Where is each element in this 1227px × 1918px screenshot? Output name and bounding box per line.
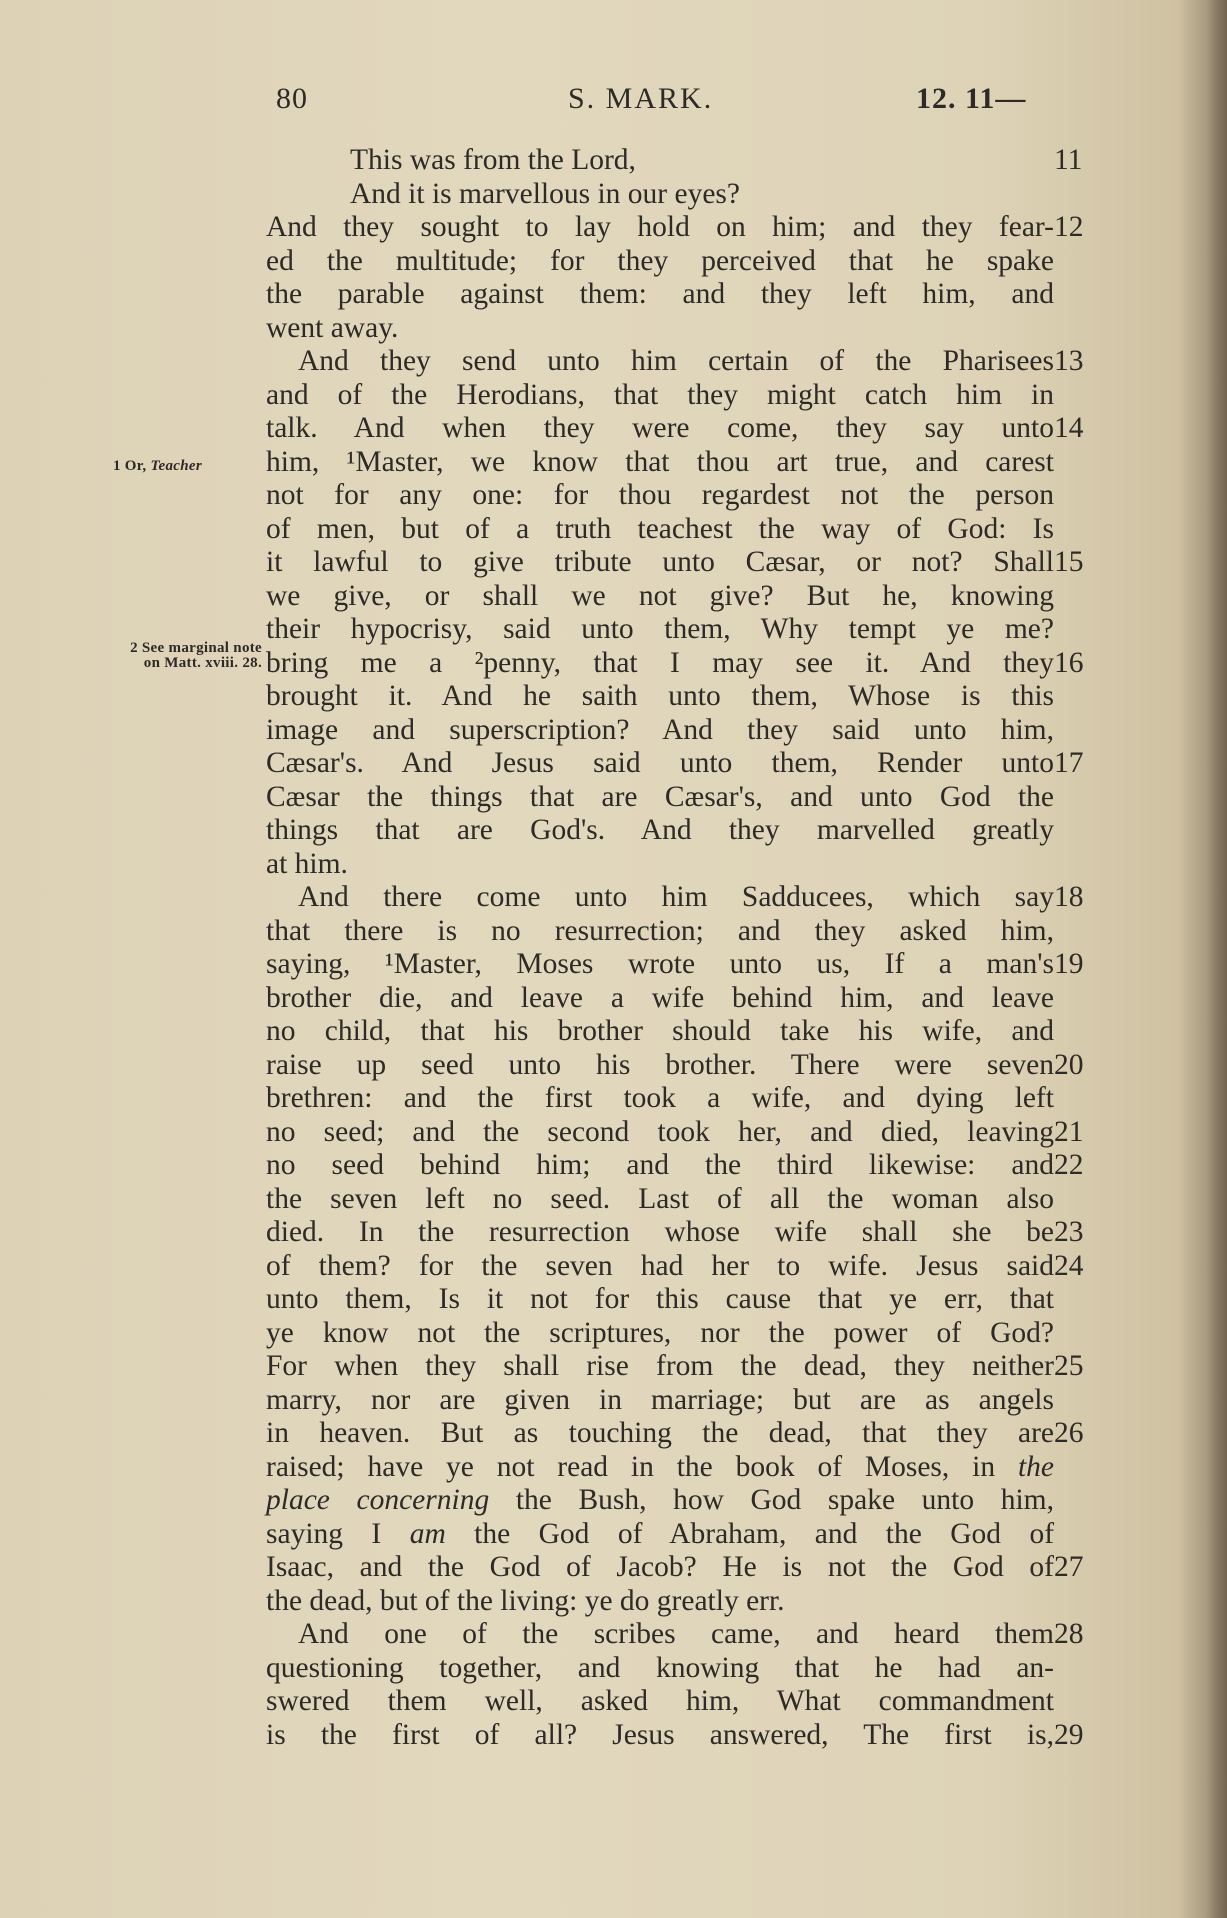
text-line: brother die, and leave a wife behind him, and leave <box>266 981 1054 1014</box>
text-line: image and superscription? And they said unto him, <box>266 713 1054 746</box>
verse-number: 25 <box>1054 1350 1084 1382</box>
text-line: is the first of all? Jesus answered, The first is, 29 <box>266 1718 1084 1751</box>
text-line: saying I am the God of Abraham, and the God of <box>266 1517 1055 1550</box>
text-line: bring me a ²penny, that I may see it. And they 16 <box>266 646 1084 679</box>
verse-number: 18 <box>1054 881 1084 913</box>
text-line: brought it. And he saith unto them, Whose is this <box>266 680 1054 712</box>
text-line: of them? for the seven had her to wife. Jesus said 24 <box>266 1249 1084 1282</box>
text-line: Isaac, and the God of Jacob? He is not the God of 27 <box>266 1551 1084 1583</box>
text-line: talk. And when they were come, they say unto 14 <box>266 412 1084 444</box>
verse-number: 26 <box>1054 1417 1084 1449</box>
verse-number: 19 <box>1054 948 1084 980</box>
text-line: unto them, Is it not for this cause that ye err, that <box>266 1283 1054 1315</box>
verse-number: 12 <box>1054 211 1084 243</box>
verse-number: 28 <box>1054 1618 1084 1650</box>
scripture-text <box>266 144 1086 1752</box>
running-title: S. MARK. <box>568 82 714 115</box>
text-line: And one of the scribes came, and heard them 28 <box>298 1618 1084 1650</box>
text-line: it lawful to give tribute unto Cæsar, or not? Shall 15 <box>266 546 1084 578</box>
text-line: not for any one: for thou regardest not the person <box>266 479 1054 511</box>
text-line: things that are God's. And they marvelled greatly <box>266 814 1054 846</box>
text-line: the parable against them: and they left him, and <box>266 278 1054 310</box>
text-line: This was from the Lord, 11 <box>350 144 1083 176</box>
verse-number: 16 <box>1054 646 1084 679</box>
text-line: that there is no resurrection; and they asked him, <box>266 914 1054 947</box>
verse-number: 29 <box>1054 1718 1084 1751</box>
verse-number: 22 <box>1054 1149 1084 1181</box>
verse-number: 23 <box>1054 1216 1084 1248</box>
verse-number: 27 <box>1054 1551 1084 1583</box>
text-line: no seed behind him; and the third likewise: and 22 <box>266 1149 1084 1181</box>
text-line: And they send unto him certain of the Pharisees 13 <box>298 345 1084 377</box>
margin-note-teacher: 1 Or, Teacher <box>112 458 202 474</box>
page-edge-shadow <box>1207 0 1227 1918</box>
text-line: saying, ¹Master, Moses wrote unto us, If a man's 19 <box>266 948 1084 980</box>
text-line: brethren: and the first took a wife, and dying left <box>266 1082 1054 1114</box>
text-line: at him. <box>266 847 348 880</box>
text-line: him, ¹Master, we know that thou art true, and carest <box>266 445 1054 478</box>
text-line: And they sought to lay hold on him; and they fear- 12 <box>266 211 1084 243</box>
page-number: 80 <box>276 82 308 115</box>
verse-number: 20 <box>1054 1048 1084 1081</box>
text-line: we give, or shall we not give? But he, knowing <box>266 579 1054 612</box>
text-line: of men, but of a truth teachest the way of God: Is <box>266 512 1054 545</box>
margin-note-penny: 2 See marginal note on Matt. xviii. 28. <box>130 640 262 671</box>
text-line: Cæsar the things that are Cæsar's, and unto God the <box>266 780 1054 813</box>
verse-number: 13 <box>1054 345 1084 377</box>
text-line: ed the multitude; for they perceived that he spake <box>266 244 1054 277</box>
verse-number: 24 <box>1054 1249 1084 1282</box>
chapter-verse-reference: 12. 11— <box>916 82 1027 115</box>
verse-number: 17 <box>1054 747 1084 779</box>
text-line: went away. <box>266 311 399 344</box>
text-line: in heaven. But as touching the dead, that they are 26 <box>266 1417 1084 1449</box>
text-line: For when they shall rise from the dead, they neither 25 <box>266 1350 1084 1382</box>
text-line: their hypocrisy, said unto them, Why tempt ye me? <box>266 613 1054 645</box>
text-line: ye know not the scriptures, nor the power of God? <box>266 1316 1054 1349</box>
text-line: raise up seed unto his brother. There were seven 20 <box>266 1048 1084 1081</box>
text-line: swered them well, asked him, What commandment <box>266 1685 1054 1717</box>
text-line: no child, that his brother should take his wife, and <box>266 1015 1054 1047</box>
text-line: the dead, but of the living: ye do greatly err. <box>266 1584 785 1617</box>
text-line: died. In the resurrection whose wife shall she be 23 <box>266 1216 1084 1248</box>
verse-number: 15 <box>1054 546 1084 578</box>
text-line: the seven left no seed. Last of all the woman also <box>266 1182 1054 1215</box>
text-line: place concerning the Bush, how God spake unto him, <box>266 1484 1055 1516</box>
text-line: Cæsar's. And Jesus said unto them, Render unto 17 <box>266 747 1084 779</box>
text-line: and of the Herodians, that they might catch him in <box>266 378 1054 411</box>
text-line: no seed; and the second took her, and died, leaving 21 <box>266 1115 1084 1148</box>
verse-number: 11 <box>1054 144 1083 176</box>
text-line: And there come unto him Sadducees, which say 18 <box>298 881 1084 913</box>
verse-number: 14 <box>1054 412 1084 444</box>
text-line: questioning together, and knowing that he had an- <box>266 1651 1054 1684</box>
text-line: And it is marvellous in our eyes? <box>350 177 740 210</box>
text-line: raised; have ye not read in the book of Moses, in the <box>266 1450 1054 1483</box>
text-line: marry, nor are given in marriage; but are as angels <box>266 1383 1054 1416</box>
verse-number: 21 <box>1054 1115 1084 1148</box>
